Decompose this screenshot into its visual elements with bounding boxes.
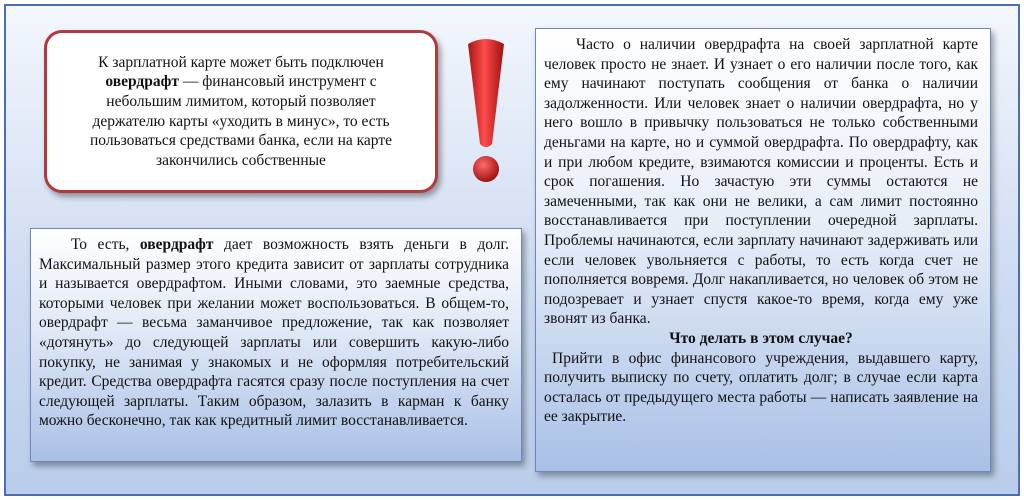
- definition-callout: [44, 30, 438, 193]
- explanation-panel: [30, 228, 522, 462]
- exclamation-bar: [468, 39, 504, 147]
- explanation-text-after: дает возможность взять деньги в долг. Максимальный размер этого кредита зависит от зарплаты сотрудника и называется овердрафтом. Иными словами, это заемные средства, которыми человек при желании может воспользоваться. В общем-то, овердрафт — весьма заманчивое предложение, так как позволяет «дотянуть» до следующей зарплаты или совершить какую-либо покупку, не занимая у знакомых и не оформляя потребительский кредит. Средства овердрафта гасятся сразу после поступления на счет следующей зарплаты. Таким образом, залазить в карман к банку можно бесконечно, так как кредитный лимит восстанавливается.: [39, 236, 509, 430]
- explanation-text-before: То есть,: [71, 236, 140, 253]
- details-paragraph: Часто о наличии овердрафта на своей зарплатной карте человек просто не знает. И узнает о его наличии после того, как ему начинают поступать сообщения от банка о наличии задолженности. Или человек знает о наличии овердрафта, но у него вошло в привычку пользоваться не только собственными деньгами на карте, но и суммой овердрафта. По овердрафту, как и при любом кредите, взимаются комиссии и проценты. Есть и срок погашения. Но зачастую эти суммы остаются не замеченными, так как они не велики, а сам лимит постоянно восстанавливается при поступлении очередной зарплаты. Проблемы начинаются, если зарплату начинают задерживать или если человек увольняется с работы, то есть когда счет не пополняется вовремя. Долг накапливается, но человек об этом не подозревает и узнает спустя какое-то время, когда ему уже звонят из банка.: [544, 36, 978, 328]
- callout-bold-term: овердрафт: [105, 73, 179, 91]
- callout-text-after: — финансовый инструмент с небольшим лимитом, который позволяет держателю карты «уходить в минус», то есть пользоваться средствами банка, если на карте закончились собственные: [89, 73, 393, 169]
- details-answer: Прийти в офис финансового учреждения, выдавшего карту, получить выписку по счету, оплатить долг; в случае если карта осталась от предыдущего места работы — написать заявление на ее закрытие.: [544, 349, 978, 426]
- details-panel: [535, 28, 991, 472]
- explanation-bold-term: овердрафт: [139, 236, 214, 253]
- exclamation-mark-icon: [462, 36, 510, 186]
- callout-text: [71, 53, 411, 171]
- details-question: Что делать в этом случае?: [669, 329, 853, 347]
- exclamation-dot: [473, 156, 499, 182]
- callout-text-before: К зарплатной карте может быть подключен: [98, 53, 384, 71]
- explanation-paragraph: [39, 235, 509, 431]
